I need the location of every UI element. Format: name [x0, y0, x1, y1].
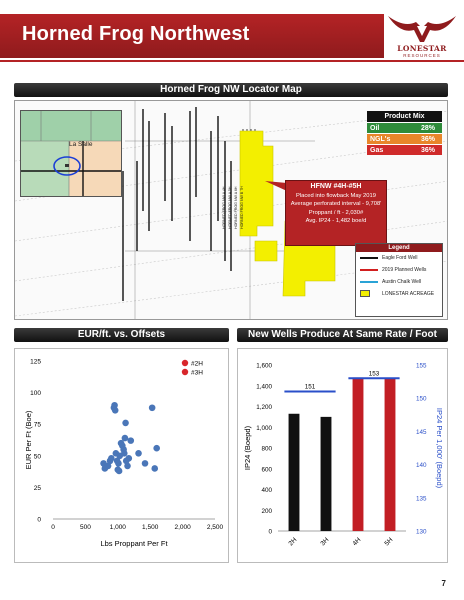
page-number: 7 — [441, 579, 446, 588]
bar-3h — [321, 417, 332, 531]
callout-line: Proppant / ft - 2,030# — [308, 209, 364, 216]
product-row-oil — [367, 122, 442, 133]
y-tick-label: 0 — [268, 528, 272, 536]
product-row-ngl — [367, 133, 442, 144]
well-label: HORNED FROG NW A 5H — [228, 186, 232, 229]
x-tick-label: 500 — [79, 524, 91, 531]
product-value: 36% — [420, 136, 435, 143]
x-tick-label: 2H — [287, 536, 299, 548]
ip24-bar-svg — [238, 349, 447, 562]
callout-line: Placed into flowback May 2019 — [296, 192, 376, 199]
legend-label: LONESTAR ACREAGE — [382, 291, 435, 297]
y-axis-title: EUR Per Ft (Boe) — [24, 410, 33, 470]
eur-scatter-chart — [14, 348, 229, 563]
inset-county-label: La Salle — [69, 141, 93, 148]
well-callout — [285, 180, 387, 246]
scatter-point — [124, 463, 131, 470]
y-tick-label: 800 — [261, 445, 272, 453]
well-label: HORNED FROG NW A 4H — [222, 186, 226, 229]
scatter-point — [153, 445, 160, 452]
y-tick-label: 400 — [261, 487, 272, 494]
product-name: Gas — [370, 147, 384, 154]
inset-map — [20, 110, 122, 197]
legend-swatch — [360, 290, 370, 297]
scatter-point — [112, 407, 119, 414]
y-axis-title: IP24 (Boepd) — [243, 425, 252, 471]
well-label: HORNED FROG NW A 6H — [234, 186, 238, 229]
well-label: HORNED FROG NW B 7H — [240, 186, 244, 229]
x-tick-label: 2,500 — [206, 524, 224, 531]
scatter-point — [108, 455, 115, 462]
eur-section-title: EUR/ft. vs. Offsets — [14, 328, 229, 342]
y-tick-label: 1,200 — [256, 404, 272, 411]
callout-line: Avg. IP24 - 1,482 boe/d — [305, 218, 367, 224]
y2-tick-label: 135 — [416, 495, 427, 503]
y-tick-label: 0 — [37, 516, 41, 524]
legend-item-austin-chalk — [356, 276, 442, 288]
scatter-point — [149, 404, 156, 411]
scatter-point — [115, 460, 122, 467]
scatter-point — [126, 455, 133, 462]
x-tick-label: 2,000 — [174, 524, 191, 531]
legend-item-acreage — [356, 288, 442, 300]
x-tick-label: 4H — [351, 536, 363, 548]
legend-item-eagle-ford — [356, 252, 442, 264]
callout-line: Average perforated interval - 9,708' — [290, 201, 382, 207]
production-section-title: New Wells Produce At Same Rate / Foot — [237, 328, 448, 342]
legend-label: #3H — [191, 369, 203, 377]
logo-name: LONESTAR — [397, 44, 447, 53]
bar-2h — [289, 414, 300, 531]
y2-tick-label: 140 — [416, 462, 427, 470]
y2-tick-label: 150 — [416, 395, 427, 403]
y-tick-label: 600 — [261, 466, 272, 474]
scatter-point — [135, 450, 142, 457]
x-tick-label: 5H — [383, 536, 395, 548]
y-tick-label: 100 — [30, 390, 41, 398]
product-row-gas — [367, 144, 442, 155]
y-tick-label: 50 — [33, 453, 41, 461]
product-mix-title: Product Mix — [367, 111, 442, 122]
y2-tick-label: 145 — [416, 428, 427, 436]
legend-swatch — [360, 257, 378, 259]
bar-4h — [353, 377, 364, 531]
scatter-point — [122, 435, 129, 442]
y2-axis-title: IP24 Per 1,000' (Boepd) — [435, 407, 444, 489]
scatter-point — [151, 465, 158, 472]
map-section-title: Horned Frog NW Locator Map — [14, 83, 448, 97]
legend-label: Eagle Ford Well — [382, 255, 418, 261]
x-tick-label: 3H — [319, 536, 331, 548]
product-name: NGL's — [370, 136, 391, 143]
legend-marker — [182, 360, 188, 366]
legend-swatch — [360, 269, 378, 271]
legend-label: #2H — [191, 360, 203, 368]
product-name: Oil — [370, 125, 380, 132]
callout-title: HFNW #4H-#5H — [310, 183, 362, 190]
rate-label: 153 — [368, 370, 380, 378]
y-tick-label: 125 — [30, 358, 41, 366]
eur-scatter-svg — [15, 349, 228, 562]
well-labels — [220, 171, 270, 231]
x-tick-label: 0 — [51, 524, 55, 531]
x-tick-label: 1,000 — [109, 524, 126, 531]
y-tick-label: 75 — [33, 421, 41, 429]
product-value: 36% — [420, 147, 435, 154]
longhorn-icon — [384, 6, 460, 46]
legend-item-planned — [356, 264, 442, 276]
y2-tick-label: 155 — [416, 362, 427, 370]
rate-label: 151 — [304, 383, 316, 391]
product-mix-table — [367, 111, 442, 155]
eagle-ford-wells — [123, 107, 231, 301]
y-tick-label: 25 — [33, 484, 41, 492]
ip24-bar-chart — [237, 348, 448, 563]
scatter-point — [142, 460, 149, 467]
scatter-point — [122, 420, 129, 427]
legend-title: Legend — [356, 244, 442, 252]
y-tick-label: 1,000 — [256, 424, 272, 432]
logo-subtitle: RESOURCES — [403, 53, 441, 58]
page-title: Horned Frog Northwest — [22, 23, 250, 45]
y-tick-label: 1,600 — [256, 362, 272, 370]
scatter-point — [116, 468, 123, 475]
inset-map-canvas — [21, 111, 122, 197]
legend-marker — [182, 369, 188, 375]
header-rule — [0, 60, 464, 62]
product-value: 28% — [420, 125, 435, 132]
legend-swatch — [360, 281, 378, 283]
legend-label: Austin Chalk Well — [382, 279, 422, 285]
legend-label: 2019 Planned Wells — [382, 267, 427, 273]
scatter-point — [121, 450, 128, 457]
company-logo — [384, 6, 460, 64]
y-tick-label: 1,400 — [256, 383, 272, 391]
scatter-point — [127, 437, 134, 444]
x-axis-title: Lbs Proppant Per Ft — [100, 539, 168, 548]
y-tick-label: 200 — [261, 507, 272, 515]
map-legend — [355, 243, 443, 317]
bar-5h — [385, 379, 396, 531]
x-tick-label: 1,500 — [142, 524, 159, 531]
y2-tick-label: 130 — [416, 528, 427, 536]
